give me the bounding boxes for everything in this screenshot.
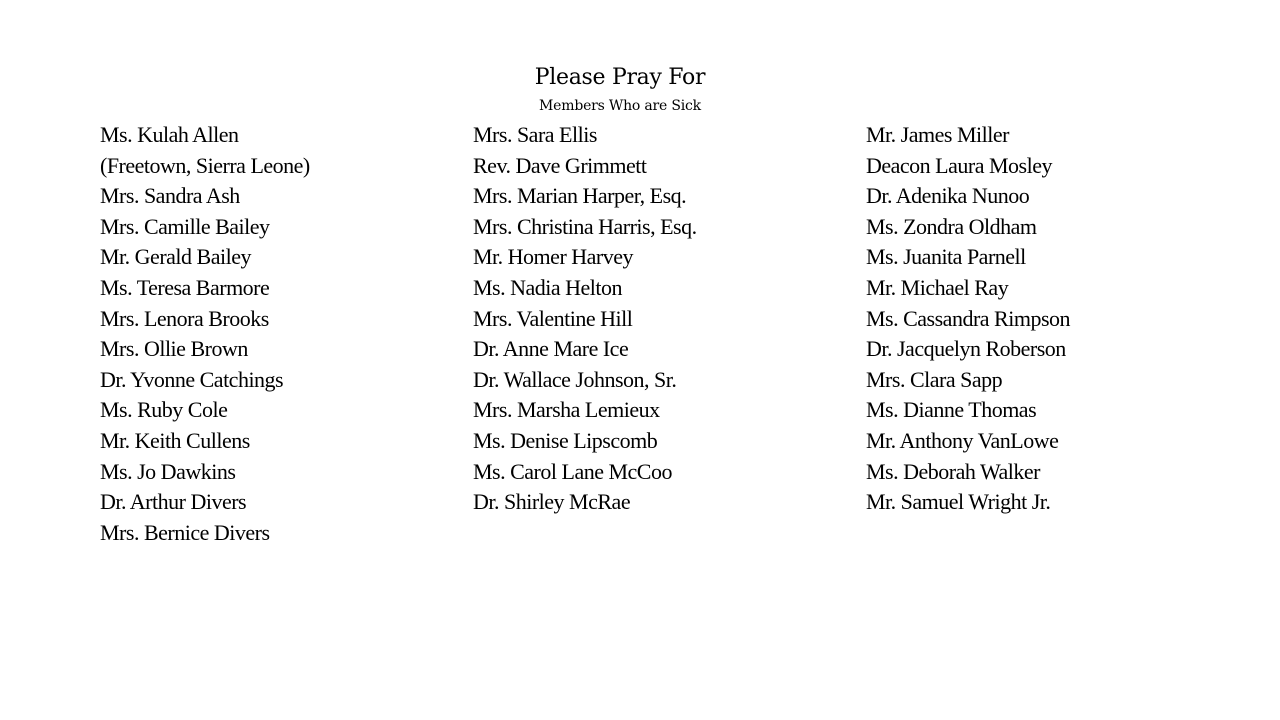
list-item: Mrs. Sara Ellis bbox=[473, 122, 597, 147]
list-item: Mrs. Sandra Ash bbox=[100, 183, 240, 209]
list-item: Dr. Arthur Divers bbox=[100, 489, 247, 515]
list-item: Dr. Jacquelyn Roberson bbox=[866, 336, 1066, 362]
list-item: Mr. Homer Harvey bbox=[473, 244, 634, 270]
page-title: Please Pray For bbox=[534, 65, 706, 90]
list-item: Deacon Laura Mosley bbox=[866, 152, 1052, 178]
list-item: Ms. Zondra Oldham bbox=[866, 213, 1037, 239]
list-item: Mrs. Camille Bailey bbox=[100, 213, 270, 239]
list-item: Dr. Wallace Johnson, Sr. bbox=[473, 366, 677, 392]
list-item: Ms. Nadia Helton bbox=[473, 274, 623, 300]
list-item: Rev. Dave Grimmett bbox=[473, 152, 647, 178]
list-item: Mr. Keith Cullens bbox=[100, 427, 250, 453]
list-item: Mrs. Bernice Divers bbox=[100, 519, 270, 545]
list-item: Mrs. Marsha Lemieux bbox=[473, 397, 660, 423]
list-item: Dr. Anne Mare Ice bbox=[473, 336, 629, 362]
list-item: Mr. Anthony VanLowe bbox=[866, 427, 1059, 453]
list-item: Mrs. Christina Harris, Esq. bbox=[473, 213, 697, 239]
list-item: Mrs. Valentine Hill bbox=[473, 305, 633, 331]
name-column-3 bbox=[866, 120, 1070, 518]
list-item: Dr. Shirley McRae bbox=[473, 489, 631, 515]
list-item: Mrs. Marian Harper, Esq. bbox=[473, 183, 687, 209]
list-item: Ms. Juanita Parnell bbox=[866, 244, 1026, 270]
page-subtitle: Members Who are Sick bbox=[539, 98, 701, 114]
list-item: Mr. James Miller bbox=[866, 122, 1009, 147]
list-item: Ms. Dianne Thomas bbox=[866, 397, 1037, 423]
list-item: Ms. Denise Lipscomb bbox=[473, 427, 658, 453]
list-item: Dr. Yvonne Catchings bbox=[100, 366, 284, 392]
list-item: Ms. Jo Dawkins bbox=[100, 458, 236, 484]
list-item: Ms. Kulah Allen bbox=[100, 122, 239, 147]
name-column-1 bbox=[100, 120, 310, 548]
list-item: Mr. Samuel Wright Jr. bbox=[866, 489, 1051, 515]
list-item: Dr. Adenika Nunoo bbox=[866, 183, 1030, 209]
list-item: Mrs. Clara Sapp bbox=[866, 366, 1003, 392]
list-item: Ms. Teresa Barmore bbox=[100, 274, 270, 300]
list-item: Ms. Cassandra Rimpson bbox=[866, 305, 1070, 331]
list-item: Ms. Deborah Walker bbox=[866, 458, 1040, 484]
list-item: (Freetown, Sierra Leone) bbox=[100, 152, 310, 178]
list-item: Ms. Ruby Cole bbox=[100, 397, 228, 423]
list-item: Mrs. Ollie Brown bbox=[100, 336, 248, 362]
list-item: Mr. Gerald Bailey bbox=[100, 244, 251, 270]
list-item: Mrs. Lenora Brooks bbox=[100, 305, 269, 331]
list-item: Mr. Michael Ray bbox=[866, 274, 1009, 300]
list-item: Ms. Carol Lane McCoo bbox=[473, 458, 672, 484]
name-column-2 bbox=[473, 120, 697, 518]
